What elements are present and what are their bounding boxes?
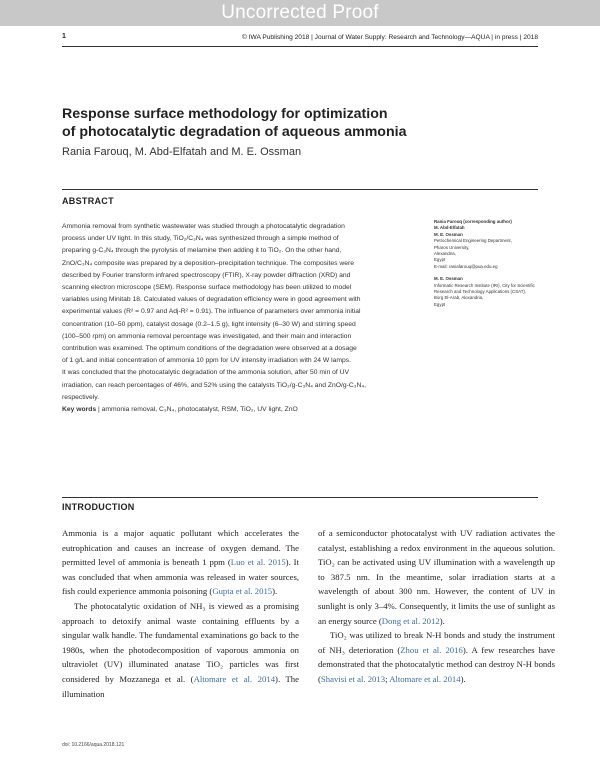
abstract-line: variables using Minitab 18. Calculated values of degradation efficiency were in good agreement with xyxy=(62,296,361,304)
body-text: ). xyxy=(272,586,278,597)
body-text: ). The illumination xyxy=(62,673,299,699)
citation-link[interactable]: Luo et al. 2015 xyxy=(230,557,286,568)
body-text: TiO₂ was utilized to break N-H bonds and study the instrument of NH₃ deterioration ( xyxy=(318,630,555,655)
abstract-line: described by Fourier transform infrared spectroscopy (FTIR), X-ray powder diffraction (XRD) and xyxy=(62,271,351,279)
citation-link[interactable]: Zhou et al. 2016 xyxy=(400,644,463,655)
abstract-heading: ABSTRACT xyxy=(62,196,114,206)
citation-link[interactable]: Altomare et al. 2014 xyxy=(193,673,276,684)
introduction-heading: INTRODUCTION xyxy=(62,502,135,512)
doi: doi: 10.2166/aqua.2018.121 xyxy=(62,742,125,748)
citation-link[interactable]: Gupta et al. 2015 xyxy=(212,586,273,597)
affiliation-line: M. Abd-Elfatah xyxy=(434,225,465,231)
affiliation-block-2 xyxy=(434,276,546,308)
affiliation-block-1 xyxy=(434,219,546,270)
intro-column-right xyxy=(318,526,555,687)
abstract-line: experimental values (R² = 0.97 and Adj-R² = 0.91). The influence of parameters over ammonia initial xyxy=(62,308,361,316)
abstract-rule-bottom xyxy=(62,497,538,498)
abstract-rule-top xyxy=(62,189,538,190)
citation-link[interactable]: Shavisi et al. 2013 xyxy=(320,673,386,684)
page-number: 1 xyxy=(62,33,66,40)
keywords-label: Key words xyxy=(62,406,97,414)
abstract-line: (100–500 rpm) on ammonia removal percentage was investigated, and their main and interaction xyxy=(62,332,352,340)
affiliation-line: Alexandria, xyxy=(434,251,456,257)
body-text: ). xyxy=(439,615,445,626)
affiliation-line: M. E. Ossman xyxy=(434,276,463,282)
abstract-line: of 1 g/L and initial concentration of ammonia 10 ppm for UV intensity irradiation with 24 W lamps. xyxy=(62,357,352,365)
affiliation-line: Rania Farouq (corresponding author) xyxy=(434,219,512,224)
keywords xyxy=(62,404,422,416)
abstract-text xyxy=(62,221,422,416)
citation-link[interactable]: Altomare et al. 2014 xyxy=(389,673,461,684)
abstract-line: ZnO/C₃N₄ composite was prepared by a deposition–precipitation technique. The composites were xyxy=(62,259,355,267)
affiliation-line: Informatic Research Institute (IRI), City for Scientific xyxy=(434,282,535,288)
running-header xyxy=(62,33,538,45)
abstract-line: respectively. xyxy=(62,393,100,401)
intro-paragraph-3 xyxy=(318,526,555,628)
affiliation-line: Egypt xyxy=(434,257,446,263)
abstract-line: preparing g-C₃N₄ through the pyrolysis of melamine then adding it to TiO₂. On the other hand, xyxy=(62,247,342,255)
citation-link[interactable]: Dong et al. 2012 xyxy=(381,615,440,626)
body-text: ). xyxy=(460,673,466,684)
title-line-1: Response surface methodology for optimization xyxy=(62,106,388,122)
authors: Rania Farouq, M. Abd-Elfatah and M. E. Ossman xyxy=(62,146,302,158)
intro-paragraph-1 xyxy=(62,526,299,599)
affiliation-line: Borg El-Arab, Alexandria, xyxy=(434,295,484,301)
abstract-line: Ammonia removal from synthetic wastewater was studied through a photocatalytic degradation xyxy=(62,223,345,230)
abstract-line: concentration (10–50 ppm), catalyst dosage (0.2–1.5 g), light intensity (6–30 W) and stirring speed xyxy=(62,320,356,328)
abstract-line: irradiation, can reach percentages of 46%, and 52% using the catalysts TiO₂/g-C₃N₄ and ZnO/g-C₃N₄, xyxy=(62,381,367,389)
banner-text: Uncorrected Proof xyxy=(221,2,379,23)
affiliation-line: E-mail: raniafarouq@pua.edu.eg xyxy=(434,263,498,269)
title-line-2: of photocatalytic degradation of aqueous ammonia xyxy=(62,124,407,140)
affiliation-line: Research and Technology Applications (CSAT), xyxy=(434,289,527,295)
body-text: ; xyxy=(385,673,390,684)
body-text: of a semiconductor photocatalyst with UV radiation activates the catalyst, establishing a redox environment in the aqueous solution. TiO₂ can be activated using UV illumination with a wavelength up to 387.5 nm. In the meantime, solar irradiation starts at a wavelength of about 300 nm. However, the content of UV in sunlight is only 3–4%. Consequently, it limits the use of sunlight as an energy source ( xyxy=(318,528,555,626)
abstract-line: contribution was examined. The optimum conditions of the degradation were observed at a dosage xyxy=(62,345,357,353)
body-text: Ammonia is a major aquatic pollutant which accelerates the eutrophication and causes an increase of oxygen demand. The permitted level of ammonia is beneath 1 ppm ( xyxy=(62,528,299,568)
abstract-line: process under UV light. In this study, TiO₂/C₃N₄ was synthesized through a simple method of xyxy=(62,235,339,243)
affiliation-line: M. E. Ossman xyxy=(434,231,463,237)
abstract-line: It was concluded that the photocatalytic degradation of the ammonia solution, after 50 min of UV xyxy=(62,369,350,377)
abstract-body xyxy=(62,221,422,404)
article-title xyxy=(62,105,538,141)
affiliation-line: Petrochemical Engineering Department, xyxy=(434,238,512,244)
journal-line: © IWA Publishing 2018 | Journal of Water Supply: Research and Technology—AQUA | in press | 2018 xyxy=(241,34,538,41)
body-text: ). It was concluded that when ammonia was released in water sources, fish could experience ammonia poisoning ( xyxy=(62,557,299,597)
keywords-list: | ammonia removal, C₃N₄, photocatalyst, RSM, TiO₂, UV light, ZnO xyxy=(98,406,298,414)
affiliations xyxy=(434,219,546,308)
intro-paragraph-2 xyxy=(62,599,299,701)
intro-column-left xyxy=(62,526,299,701)
proof-banner xyxy=(0,0,600,26)
body-text: The photocatalytic oxidation of NH₃ is viewed as a promising approach to detoxify animal waste containing effluents by a singular walk handle. The fundamental examinations go back to the 1980s, when the photodecomposition of vaporous ammonia on ultraviolet (UV) illuminated anatase TiO₂ particles was first considered by Mozzanega et al. ( xyxy=(62,600,299,684)
abstract-line: scanning electron microscope (SEM). Response surface methodology has been utilized to model xyxy=(62,284,352,292)
affiliation-line: Egypt xyxy=(434,301,446,307)
header-rule xyxy=(62,46,538,47)
intro-paragraph-4 xyxy=(318,628,555,686)
affiliation-line: Pharos University, xyxy=(434,244,470,250)
body-text: ). A few researches have demonstrated that the photocatalytic method can destroy N-H bonds ( xyxy=(318,644,555,684)
